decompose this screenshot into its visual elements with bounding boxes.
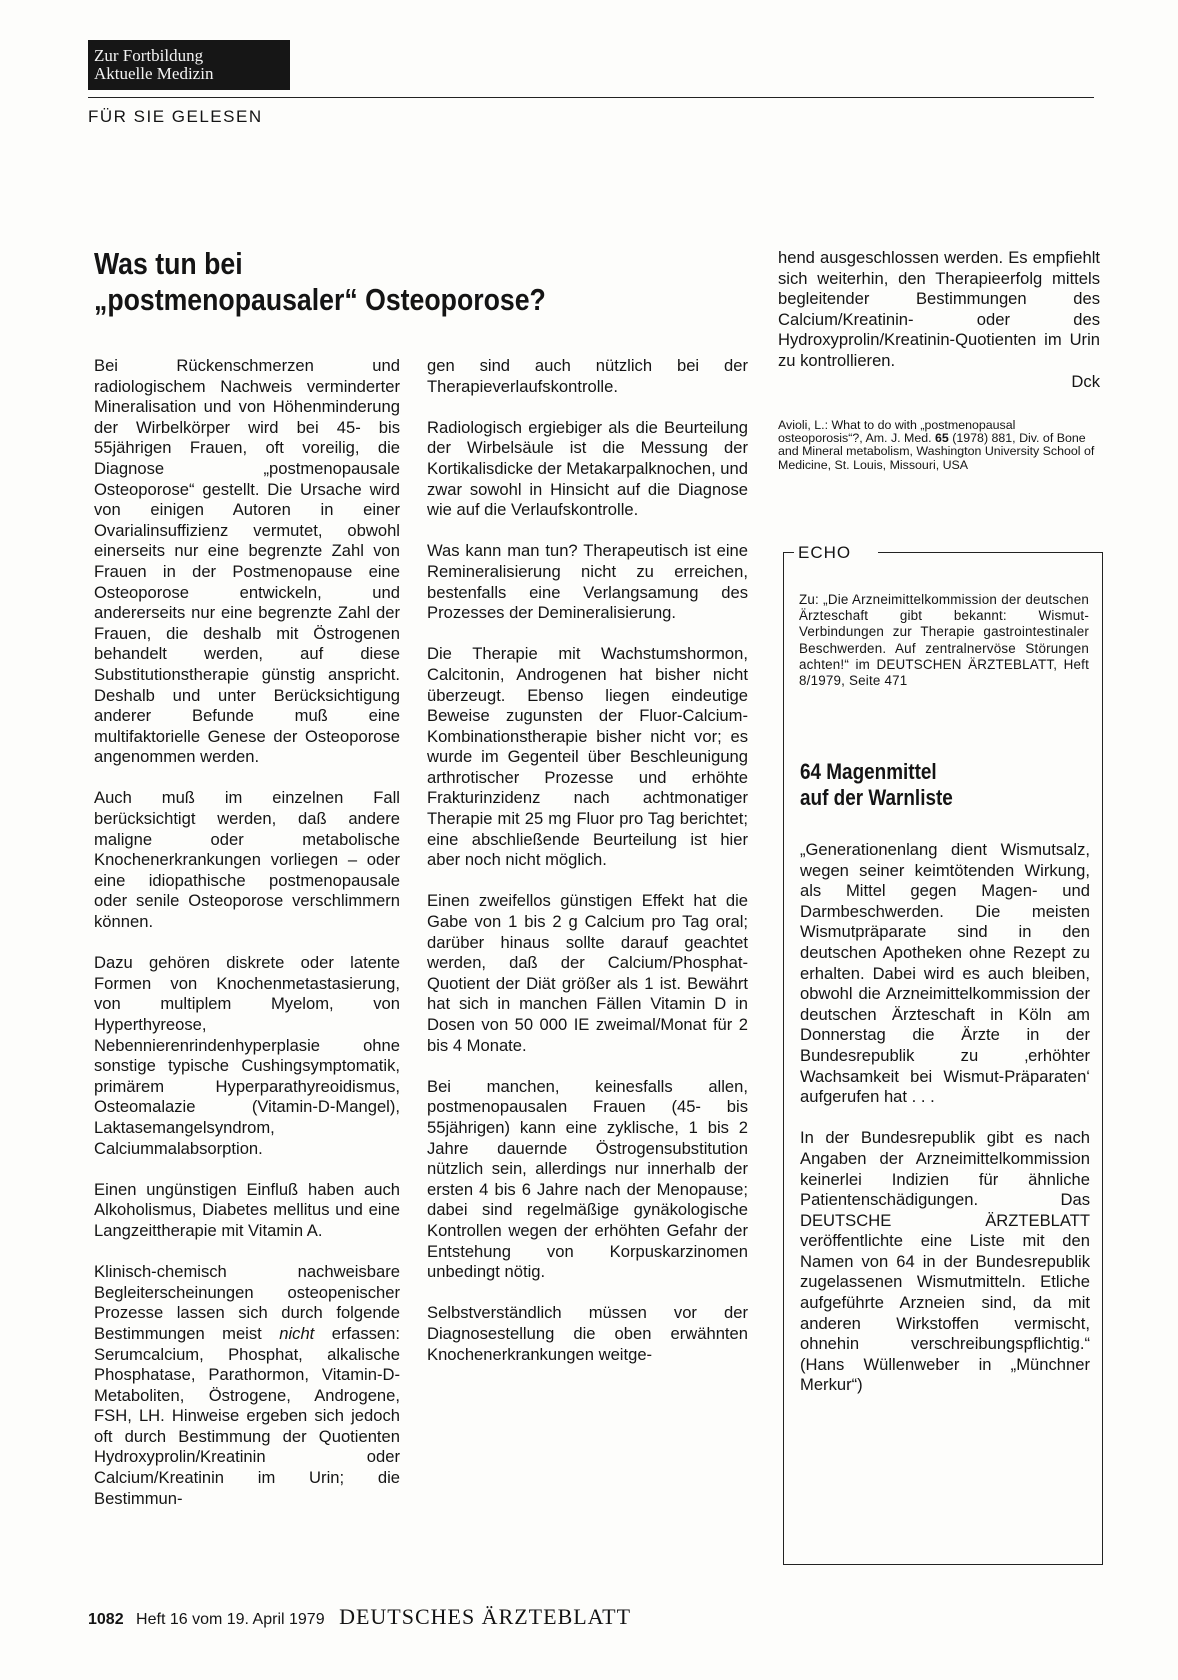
text-run: Klinisch-chemisch nachweisbare Begleiterscheinungen osteopenischer Prozesse lassen sich durch folgende Bestimmungen meist bbox=[94, 1262, 400, 1343]
echo-box-top-rule bbox=[878, 552, 1103, 553]
paragraph: Einen ungünstigen Einfluß haben auch Alkoholismus, Diabetes mellitus und eine Langzeittherapie mit Vitamin A. bbox=[94, 1179, 400, 1240]
page-number: 1082 bbox=[88, 1611, 124, 1628]
article-column-3 bbox=[778, 248, 1100, 392]
text-run: erfassen: Serumcalcium, Phosphat, alkalische Phosphatase, Parathormon, Vitamin-D-Metaboliten, Östrogene, Androgene, FSH, LH. Hinweise ergeben sich jedoch oft durch Bestimmung der Quotienten Hydroxyprolin/Kreatinin oder Calcium/Kreatinin im Urin; die Bestimmun- bbox=[94, 1323, 401, 1508]
header-badge bbox=[88, 40, 290, 90]
journal-name: DEUTSCHES ÄRZTEBLATT bbox=[339, 1604, 632, 1629]
text-run: Avioli, L.: What to do with „postmenopausal osteoporosis“?, Am. J. Med. bbox=[778, 418, 1016, 446]
text-run: (1978) 881, Div. of Bone and Mineral metabolism, Washington University School of Medicine, St. Louis, Missouri, USA bbox=[778, 431, 1095, 472]
echo-label: ECHO bbox=[798, 543, 852, 562]
paragraph: Dazu gehören diskrete oder latente Formen von Knochenmetastasierung, von multiplem Myelom, von Hyperthyreose, Nebennierenrindenhyperplasie ohne sonstige typische Cushingsymptomatik, primärem Hyperparathyreoidismus, Osteomalazie (Vitamin-D-Mangel), Laktasemangelsyndrom, Calciummalabsorption. bbox=[94, 953, 400, 1158]
paragraph: „Generationenlang dient Wismutsalz, wegen seiner keimtötenden Wirkung, als Mittel gegen Magen- und Darmbeschwerden. Die meisten Wismutpräparate sind in den deutschen Apotheken ohne Rezept zu erhalten. Dabei wird es auch bleiben, obwohl die Arzneimittelkommission der deutschen Ärzteschaft in Köln am Donnerstag die Ärzte in der Bundesrepublik zu ‚erhöhter Wachsamkeit bei Wismut-Präparaten‘ aufgerufen hat . . . bbox=[800, 840, 1090, 1107]
signature-line bbox=[778, 372, 1100, 393]
paragraph bbox=[94, 1262, 400, 1509]
title-line-1: Was tun bei bbox=[94, 246, 243, 281]
paragraph: Was kann man tun? Therapeutisch ist eine Remineralisierung nicht zu erreichen, bestenfalls eine Verlangsamung des Prozesses der Demineralisierung. bbox=[427, 541, 748, 623]
article-title bbox=[94, 246, 576, 318]
paragraph: hend ausgeschlossen werden. Es empfiehlt sich weiterhin, den Therapieerfolg mittels begleitender Bestimmungen des Calcium/Kreatinin- oder des Hydroxyprolin/Kreatinin-Quotienten im Urin zu kontrollieren. bbox=[778, 248, 1100, 370]
article-column-1 bbox=[94, 356, 400, 1530]
echo-headline-line-1: 64 Magenmittel bbox=[800, 759, 937, 784]
paragraph: Bei Rückenschmerzen und radiologischem Nachweis verminderter Mineralisation und von Höhenminderung der Wirbelkörper wird bei 45- bis 55jährigen Frauen, oft voreilig, die Diagnose „postmenopausale Osteoporose“ gestellt. Die Ursache wird von einigen Autoren in einer Ovarialinsuffizienz vermutet, obwohl einerseits nur eine begrenzte Zahl von Frauen in der Postmenopause eine Osteoporose entwickeln, und andererseits nur eine begrenzte Zahl der Frauen, die deshalb mit Östrogenen behandelt werden, auf diese Substitutionstherapie günstig anspricht. Deshalb und unter Berücksichtigung anderer Befunde muß eine multifaktorielle Genese der Osteoporose angenommen werden. bbox=[94, 356, 400, 767]
paragraph: Die Therapie mit Wachstumshormon, Calcitonin, Androgenen hat bisher nicht überzeugt. Ebenso liegen eindeutige Beweise zugunsten der Fluor-Calcium-Kombinationstherapie bisher nicht vor; es wurde im Gegenteil über Beschleunigung arthrotischer Prozesse und erhöhte Frakturinzidenz nach achtmonatiger Therapie mit 25 mg Fluor pro Tag berichtet; eine abschließende Beurteilung ist hier aber noch nicht möglich. bbox=[427, 644, 748, 870]
title-line-2: „postmenopausaler“ Osteoporose? bbox=[94, 282, 546, 317]
echo-headline-line-2: auf der Warnliste bbox=[800, 785, 953, 810]
page-footer bbox=[88, 1604, 631, 1630]
echo-intro: Zu: „Die Arzneimittelkommission der deutschen Ärzteschaft gibt bekannt: Wismut-Verbindungen zur Therapie gastrointestinaler Beschwerden. Auf zentralnervöse Störungen achten!“ im DEUTSCHEN ÄRZTEBLATT, Heft 8/1979, Seite 471 bbox=[799, 592, 1089, 689]
section-label: FÜR SIE GELESEN bbox=[88, 107, 263, 126]
emphasis-nicht: nicht bbox=[279, 1323, 315, 1343]
issue-info: Heft 16 vom 19. April 1979 bbox=[136, 1611, 325, 1628]
author-signature: Dck bbox=[1071, 371, 1100, 391]
paragraph: gen sind auch nützlich bei der Therapieverlaufskontrolle. bbox=[427, 356, 748, 396]
paragraph: Einen zweifellos günstigen Effekt hat die Gabe von 1 bis 2 g Calcium pro Tag oral; darüber hinaus sollte darauf geachtet werden, daß der Calcium/Phosphat-Quotient der Diät größer als 1 ist. Bewährt hat sich in manchen Fällen Vitamin D in Dosen von 50 000 IE zweimal/Monat für 2 bis 4 Monate. bbox=[427, 891, 748, 1055]
echo-headline bbox=[800, 759, 1058, 811]
paragraph: In der Bundesrepublik gibt es nach Angaben der Arzneimittelkommission keinerlei Indizien für ähnliche Patientenschädigungen. Das DEUTSCHE ÄRZTEBLATT veröffentlichte eine Liste mit den Namen von 64 in der Bundesrepublik zugelassenen Wismutmitteln. Etliche aufgeführte Arzneien sind, da mit anderen Wirkstoffen vermischt, ohnehin verschreibungspflichtig.“ (Hans Wüllenweber in „Münchner Merkur“) bbox=[800, 1128, 1090, 1395]
badge-line-2: Aktuelle Medizin bbox=[94, 64, 214, 83]
header-rule bbox=[88, 97, 1094, 98]
badge-line-1: Zur Fortbildung bbox=[94, 46, 204, 65]
citation-reference bbox=[778, 419, 1098, 472]
paragraph: Auch muß im einzelnen Fall berücksichtigt werden, daß andere maligne oder metabolische Knochenerkrankungen vorliegen – oder eine idiopathische postmenopausale oder senile Osteoporose verschlimmern können. bbox=[94, 788, 400, 932]
paragraph: Selbstverständlich müssen vor der Diagnosestellung die oben erwähnten Knochenerkrankungen weitge- bbox=[427, 1303, 748, 1364]
echo-body bbox=[800, 840, 1090, 1417]
reference-volume: 65 bbox=[935, 431, 949, 446]
paragraph: Bei manchen, keinesfalls allen, postmenopausalen Frauen (45- bis 55jährigen) kann eine zyklische, 1 bis 2 Jahre dauernde Östrogensubstitution nützlich sein, allerdings nur innerhalb der ersten 4 bis 6 Jahre nach der Menopause; dabei sind regelmäßige gynäkologische Kontrollen wegen der erhöhten Gefahr der Entstehung von Korpuskarzinomen unbedingt nötig. bbox=[427, 1076, 748, 1282]
echo-box-top-rule bbox=[783, 552, 794, 553]
paragraph: Radiologisch ergiebiger als die Beurteilung der Wirbelsäule ist die Messung der Kortikalisdicke der Metakarpalknochen, und zwar sowohl in Hinsicht auf die Diagnose wie auf die Verlaufskontrolle. bbox=[427, 417, 748, 520]
article-column-2 bbox=[427, 356, 748, 1386]
